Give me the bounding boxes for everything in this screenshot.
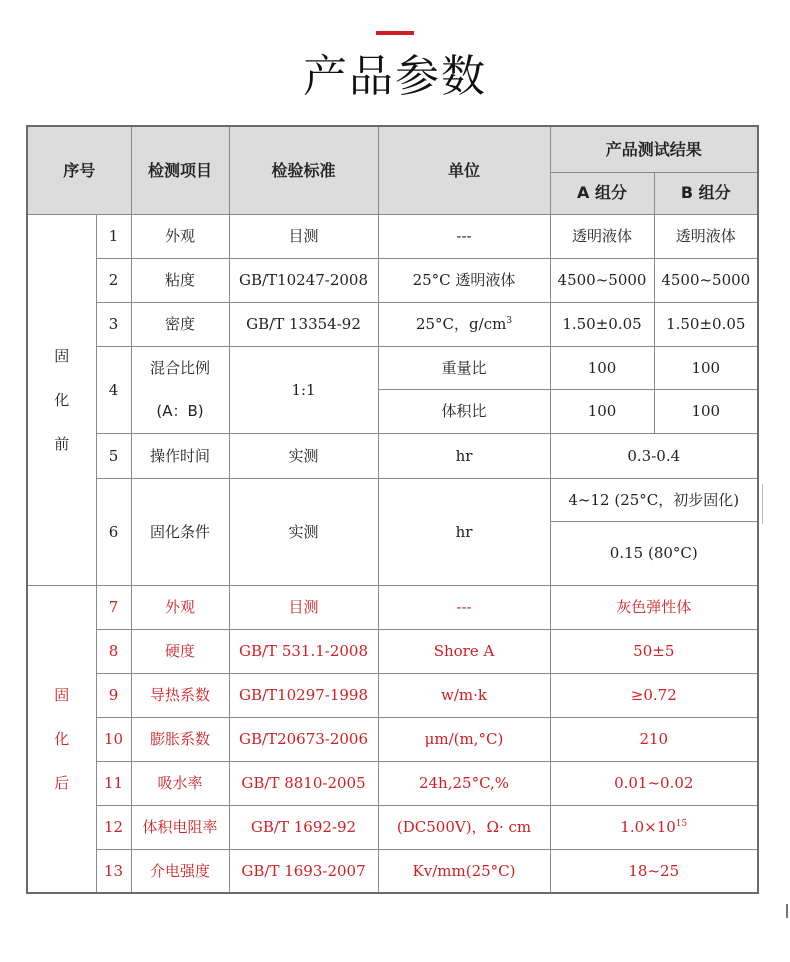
header-comp-a: A 组分 [550,172,654,214]
row-result-line1: 4~12 (25°C，初步固化) [550,478,758,521]
group-after-label: 固 化 后 [27,585,96,893]
table-row [27,585,758,629]
row-value-a: 1.50±0.05 [550,302,654,346]
row-value-b: 100 [654,390,758,434]
row-item: 介电强度 [131,849,229,893]
header-comp-b: B 组分 [654,172,758,214]
mix-ratio-sublabel: (A：B) [156,401,204,420]
row-result: ≥0.72 [550,673,758,717]
row-result: 0.3-0.4 [550,433,758,478]
table-row [27,478,758,521]
row-result [550,805,758,849]
row-result: 50±5 [550,629,758,673]
title-accent-bar [376,31,414,35]
row-no: 9 [96,673,131,717]
header-result: 产品测试结果 [550,126,758,172]
table-row [27,717,758,761]
header-standard: 检验标准 [229,126,378,214]
row-result: 0.01~0.02 [550,761,758,805]
row-item: 外观 [131,585,229,629]
row-standard: GB/T 531.1-2008 [229,629,378,673]
row-unit: Shore A [378,629,550,673]
table-row [27,258,758,302]
row-no: 5 [96,433,131,478]
row-no: 1 [96,214,131,258]
row-value-a: 4500~5000 [550,258,654,302]
row-unit: --- [378,214,550,258]
density-unit-sup: 3 [506,316,513,326]
table-row [27,761,758,805]
row-value-b: 1.50±0.05 [654,302,758,346]
row-unit: hr [378,478,550,585]
row-unit-weight: 重量比 [378,346,550,390]
row-item: 外观 [131,214,229,258]
row-item: 导热系数 [131,673,229,717]
row-item: 体积电阻率 [131,805,229,849]
row-unit: μm/(m,°C) [378,717,550,761]
table-row [27,629,758,673]
row-unit: Kv/mm(25°C) [378,849,550,893]
row-standard: GB/T20673-2006 [229,717,378,761]
row-no: 13 [96,849,131,893]
row-value-b: 4500~5000 [654,258,758,302]
row-value-a: 透明液体 [550,214,654,258]
row-unit: (DC500V)，Ω· cm [378,805,550,849]
row-unit: --- [378,585,550,629]
edge-divider [762,484,763,524]
row-no: 3 [96,302,131,346]
header-unit: 单位 [378,126,550,214]
table-row [27,214,758,258]
row-unit-volume: 体积比 [378,390,550,434]
page-title: 产品参数 [303,51,487,102]
row-unit: 24h,25°C,% [378,761,550,805]
row-value-b: 透明液体 [654,214,758,258]
row-standard: GB/T 8810-2005 [229,761,378,805]
row-value-a: 100 [550,346,654,390]
edge-marker [786,904,788,918]
table-row [27,346,758,390]
row-item: 硬度 [131,629,229,673]
row-unit [378,302,550,346]
table-row [27,302,758,346]
row-item: 操作时间 [131,433,229,478]
row-standard: GB/T10247-2008 [229,258,378,302]
row-result: 18~25 [550,849,758,893]
row-standard: GB/T 1693-2007 [229,849,378,893]
row-standard: GB/T10297-1998 [229,673,378,717]
header-item: 检测项目 [131,126,229,214]
header-seq: 序号 [27,126,131,214]
row-no: 4 [96,346,131,433]
row-standard: 1:1 [229,346,378,433]
row-unit: w/m·k [378,673,550,717]
row-standard: 目测 [229,585,378,629]
row-standard: GB/T 1692-92 [229,805,378,849]
row-standard: 目测 [229,214,378,258]
row-standard: GB/T 13354-92 [229,302,378,346]
row-unit: hr [378,433,550,478]
row-item: 粘度 [131,258,229,302]
resistivity-exponent: 15 [675,819,688,829]
mix-ratio-label: 混合比例 [150,358,211,377]
row-no: 6 [96,478,131,585]
row-no: 11 [96,761,131,805]
table-row [27,805,758,849]
row-result-line2: 0.15 (80°C) [550,521,758,585]
spec-table [26,125,759,894]
row-item [131,346,229,433]
row-item: 膨胀系数 [131,717,229,761]
row-result: 灰色弹性体 [550,585,758,629]
density-unit: 25°C，g/cm [415,315,507,333]
row-no: 10 [96,717,131,761]
header-row [27,126,758,172]
row-no: 8 [96,629,131,673]
row-value-a: 100 [550,390,654,434]
row-unit: 25°C 透明液体 [378,258,550,302]
row-standard: 实测 [229,478,378,585]
row-item: 固化条件 [131,478,229,585]
row-result: 210 [550,717,758,761]
row-no: 12 [96,805,131,849]
table-row [27,849,758,893]
row-item: 吸水率 [131,761,229,805]
table-row [27,433,758,478]
row-item: 密度 [131,302,229,346]
resistivity-value: 1.0×10 [620,818,676,836]
row-value-b: 100 [654,346,758,390]
row-no: 2 [96,258,131,302]
table-row [27,673,758,717]
row-no: 7 [96,585,131,629]
group-before-label: 固 化 前 [27,214,96,585]
row-standard: 实测 [229,433,378,478]
